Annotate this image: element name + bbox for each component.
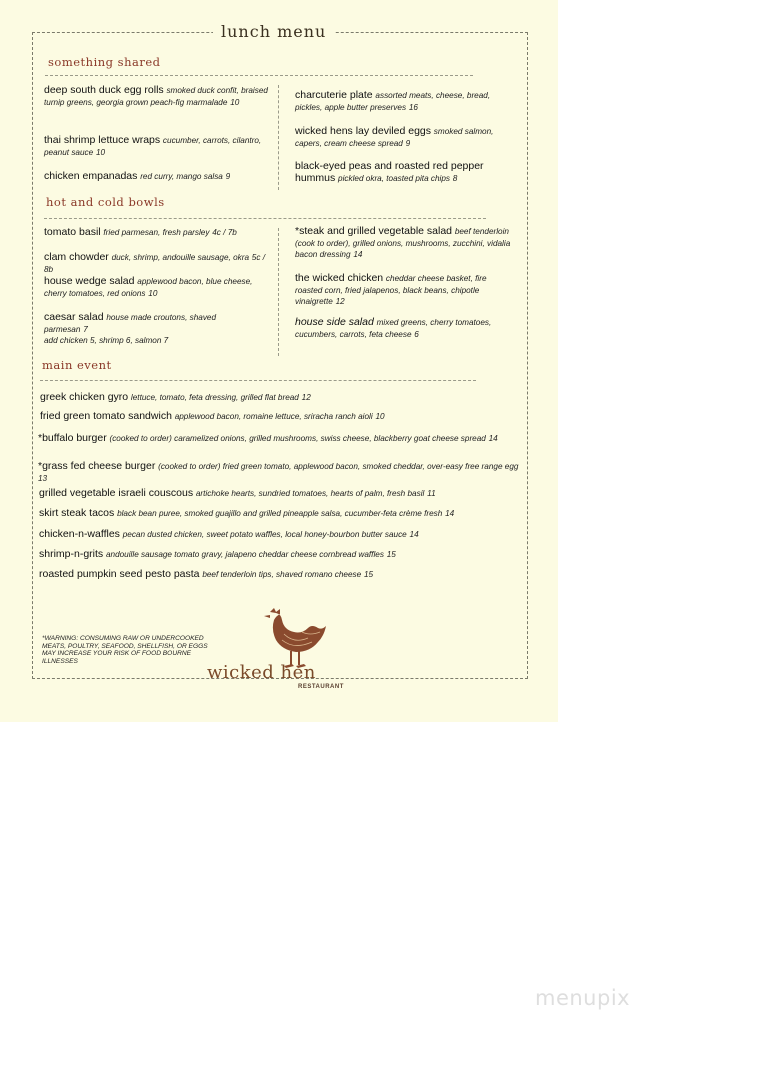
watermark: menupix <box>535 986 631 1010</box>
item-add-ons: add chicken 5, shrimp 6, salmon 7 <box>44 336 169 345</box>
divider <box>40 380 476 381</box>
menu-item <box>39 488 519 500</box>
item-name: wicked hens lay deviled eggs <box>295 125 431 137</box>
item-price: 5c / 8b <box>44 253 265 274</box>
item-name: roasted pumpkin seed pesto pasta <box>39 568 200 580</box>
item-name: black-eyed peas and roasted red pepper hummus <box>295 160 484 184</box>
warning-note: *WARNING: CONSUMING RAW OR UNDERCOOKED MEATS, POULTRY, SEAFOOD, SHELLFISH, OR EGGS MAY INCREASE YOUR RISK OF FOOD BOURNE ILLNESSES <box>42 635 208 665</box>
item-desc: applewood bacon, blue cheese, cherry tomatoes, red onions <box>44 277 253 298</box>
item-desc: (cooked to order) fried green tomato, applewood bacon, smoked cheddar, over-easy free range egg <box>158 462 519 471</box>
item-price: 9 <box>405 138 411 148</box>
item-name: caesar salad <box>44 311 104 323</box>
item-name: grilled vegetable israeli couscous <box>39 487 194 499</box>
menu-item <box>44 171 269 183</box>
menu-item <box>295 161 505 184</box>
item-desc: applewood bacon, romaine lettuce, sriracha ranch aioli <box>174 412 373 421</box>
menu-item <box>39 549 519 561</box>
item-price: 14 <box>409 530 419 539</box>
item-price: 10 <box>375 412 385 421</box>
item-desc: pecan dusted chicken, sweet potato waffles, local honey-bourbon butter sauce <box>122 530 407 539</box>
menu-item <box>39 569 519 581</box>
item-desc: cucumber, carrots, cilantro, peanut sauce <box>44 136 262 157</box>
item-price: 13 <box>38 473 48 483</box>
menu-item <box>295 317 515 340</box>
item-name: chicken-n-waffles <box>39 528 120 540</box>
item-desc: (cooked to order) caramelized onions, grilled mushrooms, swiss cheese, blackberry goat cheese spread <box>109 434 486 443</box>
item-desc: beef tenderloin (cook to order), grilled onions, mushrooms, zucchini, vidalia bacon dressing <box>295 227 511 259</box>
item-name: house side salad <box>295 316 374 328</box>
menu-item <box>295 90 510 113</box>
item-price: 10 <box>148 288 158 298</box>
item-name: the wicked chicken <box>295 272 384 284</box>
item-name: deep south duck egg rolls <box>44 84 164 96</box>
item-name: house wedge salad <box>44 275 135 287</box>
item-name: skirt steak tacos <box>39 507 115 519</box>
item-desc: house made croutons, shaved parmesan <box>44 313 217 334</box>
item-price: 11 <box>427 489 436 498</box>
menu-item <box>44 252 270 275</box>
item-price: 10 <box>95 147 106 157</box>
section-heading-shared: something shared <box>48 55 161 69</box>
item-price: 16 <box>408 102 418 112</box>
item-name: shrimp-n-grits <box>39 548 104 560</box>
item-desc: beef tenderloin tips, shaved romano cheese <box>202 570 362 579</box>
item-desc: red curry, mango salsa <box>140 172 223 181</box>
item-price: 15 <box>363 570 374 579</box>
item-price: 7 <box>83 324 88 334</box>
item-price: 9 <box>225 172 231 181</box>
item-name: thai shrimp lettuce wraps <box>44 134 161 146</box>
item-name: fried green tomato sandwich <box>40 410 172 422</box>
item-name: charcuterie plate <box>295 89 373 101</box>
menu-item <box>44 312 254 347</box>
menu-item <box>295 126 510 149</box>
logo-subtitle: RESTAURANT <box>298 684 344 690</box>
item-price: 15 <box>386 550 396 559</box>
item-price: 14 <box>488 434 498 443</box>
item-name: clam chowder <box>44 251 109 263</box>
item-name: *steak and grilled vegetable salad <box>295 225 453 237</box>
item-price: 10 <box>230 97 240 107</box>
item-desc: pickled okra, toasted pita chips <box>338 173 451 183</box>
item-price: 4c / 7b <box>212 228 237 237</box>
menu-item <box>295 226 515 261</box>
logo-wordmark: wicked hen <box>207 662 316 683</box>
menu-item <box>39 508 519 520</box>
menu-item <box>295 273 510 308</box>
section-heading-bowls: hot and cold bowls <box>46 195 165 209</box>
item-price: 14 <box>445 509 455 518</box>
divider <box>45 75 473 76</box>
item-desc: smoked salmon, capers, cream cheese spread <box>295 127 494 148</box>
item-desc: artichoke hearts, sundried tomatoes, hearts of palm, fresh basil <box>195 489 425 498</box>
menu-title: lunch menu <box>213 22 334 41</box>
menu-item <box>44 85 269 108</box>
menu-item <box>38 433 510 445</box>
section-heading-main: main event <box>42 358 112 372</box>
item-price: 12 <box>335 297 345 306</box>
item-price: 14 <box>353 250 363 259</box>
item-desc: lettuce, tomato, feta dressing, grilled flat bread <box>130 393 299 402</box>
column-divider <box>278 228 279 356</box>
item-desc: assorted meats, cheese, bread, pickles, apple butter preserves <box>295 91 491 112</box>
menu-sheet <box>0 0 558 722</box>
item-price: 12 <box>301 393 311 402</box>
menu-item <box>44 227 274 239</box>
item-price: 6 <box>414 329 419 339</box>
menu-item <box>40 411 520 423</box>
item-name: chicken empanadas <box>44 170 138 182</box>
item-name: *grass fed cheese burger <box>38 460 156 472</box>
item-name: *buffalo burger <box>38 432 107 444</box>
menu-item <box>40 392 520 404</box>
item-desc: black bean puree, smoked guajillo and grilled pineapple salsa, cucumber-feta crème fresh <box>117 509 443 518</box>
divider <box>44 218 486 219</box>
menu-item <box>38 461 520 484</box>
item-name: tomato basil <box>44 226 101 238</box>
item-desc: smoked duck confit, braised turnip greens, georgia grown peach-fig marmalade <box>44 86 268 107</box>
menu-item <box>39 529 519 541</box>
item-desc: fried parmesan, fresh parsley <box>103 228 210 237</box>
menu-item <box>44 276 270 299</box>
menu-item <box>44 135 269 158</box>
item-desc: andouille sausage tomato gravy, jalapeno cheddar cheese cornbread waffles <box>105 550 384 559</box>
item-desc: duck, shrimp, andouille sausage, okra <box>111 253 250 262</box>
item-desc: mixed greens, cherry tomatoes, cucumbers, carrots, feta cheese <box>295 318 492 339</box>
item-price: 8 <box>452 173 458 183</box>
item-name: greek chicken gyro <box>40 391 129 403</box>
column-divider <box>278 85 279 190</box>
item-desc: cheddar cheese basket, fire roasted corn, fried jalapenos, black beans, chipotle vinaigrette <box>295 274 487 306</box>
